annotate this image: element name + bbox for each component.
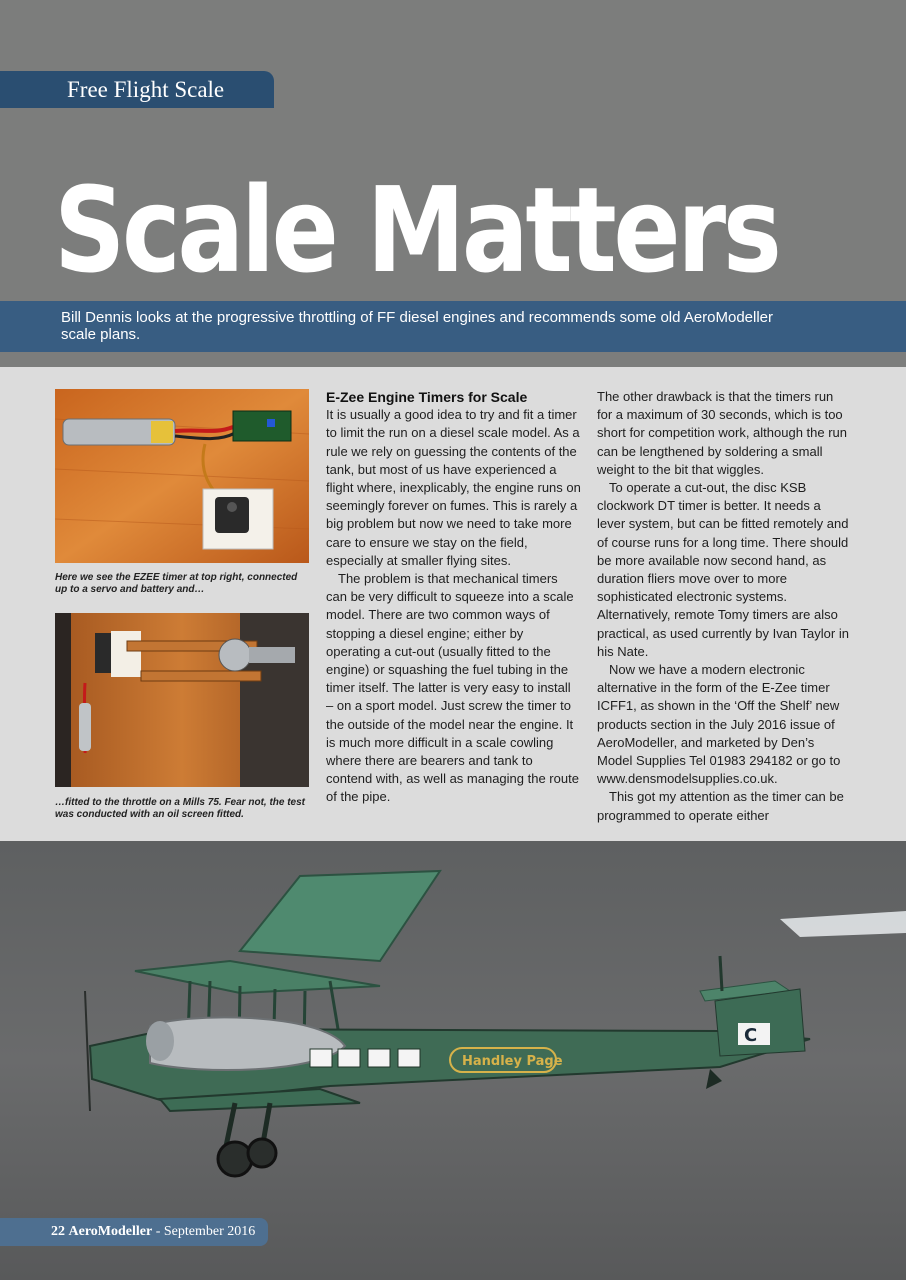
folio-page-number: 22	[51, 1224, 65, 1239]
folio-issue: - September 2016	[152, 1224, 256, 1239]
fin-letter: C	[744, 1025, 758, 1046]
standfirst-text: Bill Dennis looks at the progressive throttling of FF diesel engines and recommends some old AeroModeller scale plans.	[61, 309, 774, 343]
throttle-photo-caption: …fitted to the throttle on a Mills 75. Fear not, the test was conducted with an oil screen fitted.	[55, 797, 306, 820]
headline: Scale Matters	[54, 161, 779, 299]
article-paragraph: The problem is that mechanical timers can be very difficult to squeeze into a scale model. There are two common ways of stopping a diesel engine; either by operating a cut-out (usually fitted to the engine) or squashing the fuel tubing in the timer itself. The latter is very easy to install – on a sport model. Just screw the timer to the outside of the model near the engine. It is much more difficult in a scale cowling where there are bearers and tank to contend with, as well as managing the route of the pipe.	[326, 571, 579, 805]
throttle-photo	[55, 613, 309, 787]
article-paragraph: This got my attention as the timer can be programmed to operate either	[597, 789, 844, 823]
timer-photo-image	[55, 389, 309, 563]
article-column-2	[597, 388, 852, 825]
article-paragraph: The other drawback is that the timers run for a maximum of 30 seconds, which is too short for competition work, although the run can be lengthened by soldering a small weight to the bit that wiggles.	[597, 389, 848, 477]
aircraft-photo	[0, 841, 906, 1280]
timer-photo-caption: Here we see the EZEE timer at top right, connected up to a servo and battery and…	[55, 572, 298, 595]
article-paragraph: It is usually a good idea to try and fit a timer to limit the run on a diesel scale model. As a rule we rely on guessing the contents of the tank, but most of us have experienced a flight where, inexplicably, the engine runs on seemingly forever on fumes. This is rarely a big problem but now we need to take more care to ensure we stay on the field, especially at smaller flying sites.	[326, 407, 581, 568]
article-heading: E-Zee Engine Timers for Scale	[326, 389, 528, 405]
article-paragraph: To operate a cut-out, the disc KSB clockwork DT timer is better. It needs a lever system, but can be fitted remotely and of course runs for a long time. There should be more available now second hand, as duration fliers move over to more sophisticated electronic systems. Alternatively, remote Tomy timers are also practical, as used currently by Ivan Taylor in his Nate.	[597, 480, 849, 659]
timer-photo	[55, 389, 309, 563]
section-tab: Free Flight Scale	[0, 71, 274, 108]
article-column-1	[326, 388, 581, 807]
page-folio	[0, 1218, 268, 1246]
article-paragraph: Now we have a modern electronic alternative in the form of the E-Zee timer ICFF1, as shown in the ‘Off the Shelf’ new products section in the July 2016 issue of AeroModeller, and marketed by Den’s Model Supplies Tel 01983 294182 or go to www.densmodelsupplies.co.uk.	[597, 662, 841, 787]
throttle-photo-image	[55, 613, 309, 787]
aircraft-photo-image	[0, 841, 906, 1280]
fuselage-lettering: Handley Page	[462, 1054, 563, 1069]
standfirst-bar	[0, 301, 906, 352]
folio-magazine: AeroModeller	[68, 1224, 153, 1239]
